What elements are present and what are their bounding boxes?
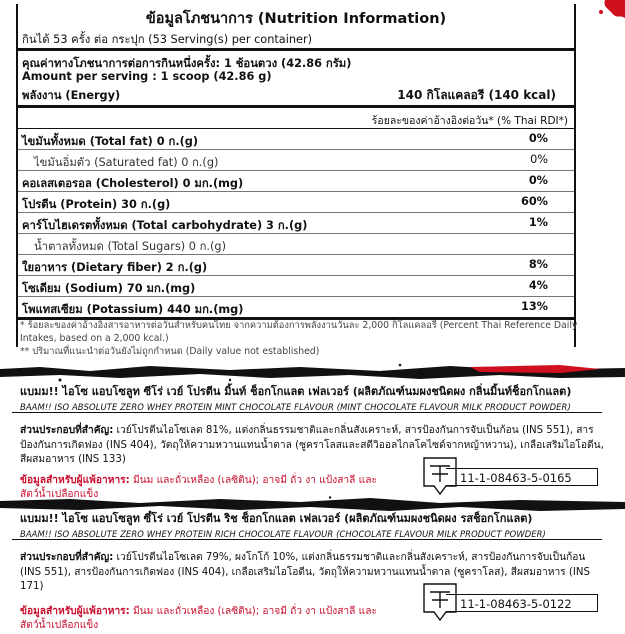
allergy-label: ข้อมูลสำหรับผู้แพ้อาหาร: bbox=[20, 474, 130, 486]
energy-value: 140 กิโลแคลอรี (140 kcal) bbox=[397, 88, 556, 102]
serving-size-thai: คุณค่าทางโภชนาการต่อการกินหนึ่งครั้ง: 1 ช้อนตวง (42.86 กรัม) bbox=[22, 57, 352, 70]
nutrient-rdi: 4% bbox=[528, 279, 548, 292]
allergy-label: ข้อมูลสำหรับผู้แพ้อาหาร: bbox=[20, 605, 130, 617]
nutrition-title: ข้อมูลโภชนาการ (Nutrition Information) bbox=[145, 11, 447, 27]
red-splash-decoration bbox=[597, 0, 625, 22]
servings-per-container: กินได้ 53 ครั้ง ต่อ กระปุก (53 Serving(s) per container) bbox=[22, 33, 313, 46]
nutrient-label: คอเลสเตอรอล (Cholesterol) 0 มก.(mg) bbox=[22, 177, 244, 190]
ingredients-label: ส่วนประกอบที่สำคัญ: bbox=[20, 552, 114, 563]
nutrient-label: น้ำตาลทั้งหมด (Total Sugars) 0 ก.(g) bbox=[34, 240, 226, 253]
nutrient-label: ไขมันอิ่มตัว (Saturated fat) 0 ก.(g) bbox=[34, 156, 219, 169]
nutrient-rdi: 60% bbox=[520, 195, 548, 208]
product-name-thai: แบมม!! ไอโซ แอบโซลูท ซีโร่ เวย์ โปรตีน มิ้นท์ ช็อกโกแลต เฟลเวอร์ (ผลิตภัณฑ์นมผงชนิดผง กลิ่นมิ้นท์ช็อกโกแลต) bbox=[20, 385, 572, 398]
ingredients-list: เวย์โปรตีนไอโซเลต 79%, ผงโกโก้ 10%, แต่งกลิ่นธรรมชาติและกลิ่นสังเคราะห์, สารป้องกันการจับเป็นก้อน (INS 551), สารป้องกันการเกิดฟอง (INS 404), เกลือเสริมไอโอดีน, วัตถุให้ความหวานแทนน้ำตาล (ซูคราโลส), สีผสมอาหาร (INS 171) bbox=[20, 552, 590, 592]
footnote-daily-value: ** ปริมาณที่แนะนำต่อวันยังไม่ถูกกำหนด (Daily value not established) bbox=[20, 346, 320, 357]
nutrient-label: ไขมันทั้งหมด (Total fat) 0 ก.(g) bbox=[22, 135, 199, 148]
fda-reg-number: 11-1-08463-5-0165 bbox=[446, 468, 598, 486]
product-name-thai: แบมม!! ไอโซ แอบโซลูท ซีโร่ เวย์ โปรตีน ริช ช็อกโกแลต เฟลเวอร์ (ผลิตภัณฑ์นมผงชนิดผง รสช็อกโกแลต) bbox=[20, 512, 533, 525]
nutrient-row-dietary-fiber bbox=[18, 258, 574, 276]
nutrient-label: โปรตีน (Protein) 30 ก.(g) bbox=[22, 198, 171, 211]
nutrient-label: คาร์โบไฮเดรตทั้งหมด (Total carbohydrate) 3 ก.(g) bbox=[22, 219, 308, 232]
nutrient-rdi: 8% bbox=[528, 258, 548, 271]
allergy-text: มีนม และถั่วเหลือง (เลซิติน); อาจมี ถั่ว งา แป้งสาลี และสัตว์น้ำเปลือกแข็ง bbox=[20, 474, 377, 500]
nutrient-rdi: 13% bbox=[520, 300, 548, 313]
nutrient-rdi: 1% bbox=[528, 216, 548, 229]
serving-size-english: Amount per serving : 1 scoop (42.86 g) bbox=[22, 70, 272, 83]
nutrient-rdi: 0% bbox=[528, 174, 548, 187]
nutrient-rdi: 0% bbox=[530, 153, 548, 166]
product-name-english: BAAM!! ISO ABSOLUTE ZERO WHEY PROTEIN MINT CHOCOLATE FLAVOUR (MINT CHOCOLATE FLAVOUR MILK PRODUCT POWDER) bbox=[20, 402, 571, 412]
footnote-rdi: * ร้อยละของค่าอ้างอิงสารอาหารต่อวันสำหรับคนไทย จากความต้องการพลังงานวันละ 2,000 กิโลแคลอรี (Percent Thai Reference Daily Intakes, based on a 2,000 kcal.) bbox=[20, 320, 578, 344]
nutrient-row-sodium bbox=[18, 279, 574, 297]
fda-reg-mark-2 bbox=[420, 580, 602, 622]
nutrient-rdi: 0% bbox=[528, 132, 548, 145]
nutrient-row-saturated-fat bbox=[18, 153, 574, 171]
nutrient-label: โพแทสเซียม (Potassium) 440 มก.(mg) bbox=[22, 303, 244, 316]
nutrient-row-potassium bbox=[18, 300, 574, 318]
fda-reg-mark-1 bbox=[420, 454, 602, 496]
nutrient-label: ใยอาหาร (Dietary fiber) 2 ก.(g) bbox=[22, 261, 208, 274]
nutrient-row-total-sugars bbox=[18, 237, 574, 255]
ingredients-list: เวย์โปรตีนไอโซเลต 81%, แต่งกลิ่นธรรมชาติและกลิ่นสังเคราะห์, สารป้องกันการจับเป็นก้อน (INS 551), สารป้องกันการเกิดฟอง (INS 404), วัตถุให้ความหวานแทนน้ำตาล (ซูคราโลสและสตีวิออลไกลโคไซด์จากหญ้าหวาน), เกลือเสริมไอโอดีน, สีผสมอาหาร (INS 133) bbox=[20, 425, 604, 465]
nutrient-row-total-fat bbox=[18, 132, 574, 150]
ingredients-label: ส่วนประกอบที่สำคัญ: bbox=[20, 425, 114, 436]
product-name-english: BAAM!! ISO ABSOLUTE ZERO WHEY PROTEIN RICH CHOCOLATE FLAVOUR (CHOCOLATE FLAVOUR MILK PRODUCT POWDER) bbox=[20, 529, 546, 539]
rdi-header: ร้อยละของค่าอ้างอิงต่อวัน* (% Thai RDI*) bbox=[371, 115, 568, 127]
nutrient-row-total-carbohydrate bbox=[18, 216, 574, 234]
grunge-divider-1 bbox=[0, 362, 625, 384]
allergy-text: มีนม และถั่วเหลือง (เลซิติน); อาจมี ถั่ว งา แป้งสาลี และสัตว์น้ำเปลือกแข็ง bbox=[20, 605, 377, 631]
energy-row bbox=[18, 86, 574, 104]
nutrient-label: โซเดียม (Sodium) 70 มก.(mg) bbox=[22, 282, 196, 295]
nutrient-row-cholesterol bbox=[18, 174, 574, 192]
nutrient-row-protein bbox=[18, 195, 574, 213]
energy-label: พลังงาน (Energy) bbox=[22, 89, 121, 102]
fda-reg-number: 11-1-08463-5-0122 bbox=[446, 594, 598, 612]
nutrition-facts-panel bbox=[16, 4, 576, 347]
allergy-info bbox=[20, 605, 380, 634]
